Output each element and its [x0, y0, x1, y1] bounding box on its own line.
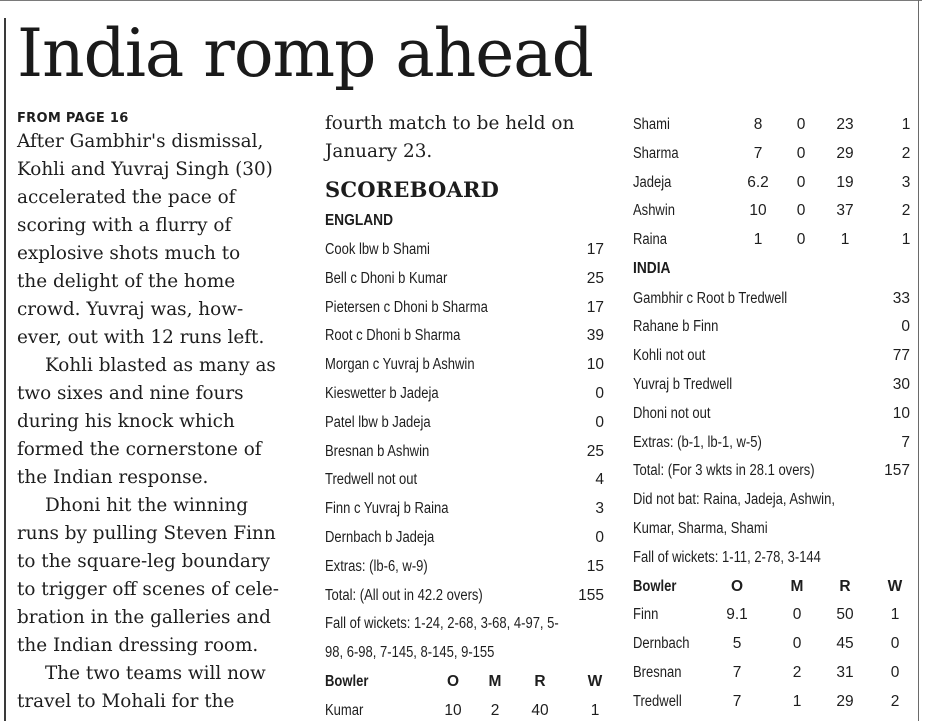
- runs: 155: [578, 586, 604, 604]
- batsman-dismissal: Finn c Yuvraj b Raina: [325, 500, 449, 518]
- bowling-m: 0: [796, 202, 806, 220]
- batsman-dismissal: Extras: (b-1, lb-1, w-5): [633, 433, 762, 451]
- batting-row: [325, 350, 604, 379]
- batting-row: [325, 379, 604, 408]
- batting-row: [325, 581, 604, 610]
- bowling-m: 1: [792, 692, 802, 710]
- runs: 7: [901, 433, 910, 451]
- runs: 10: [586, 356, 604, 374]
- batting-row: [325, 523, 604, 552]
- article-line: accelerated the pace of: [17, 187, 236, 208]
- bowling-w: 0: [890, 663, 900, 681]
- article-paragraph: [17, 492, 299, 660]
- bowling-r: 50: [836, 606, 854, 624]
- bowling-m: M: [488, 673, 502, 690]
- bowling-w: 1: [890, 606, 900, 624]
- bowling-w: 0: [890, 635, 900, 653]
- batting-row: [325, 494, 604, 523]
- batsman-dismissal: Dhoni not out: [633, 404, 711, 422]
- bowling-m: 0: [792, 606, 802, 624]
- batting-row: [633, 312, 910, 341]
- batsman-dismissal: Kohli not out: [633, 347, 706, 365]
- fall-of-wickets: Fall of wickets: 1-11, 2-78, 3-144: [633, 548, 821, 566]
- article-column-1: [17, 110, 299, 716]
- article-paragraph: [17, 352, 299, 492]
- bowling-r: 31: [836, 663, 854, 681]
- bowler-name: Bresnan: [633, 663, 682, 681]
- article-line: to trigger off scenes of cele-: [17, 579, 279, 600]
- runs: 3: [595, 500, 604, 518]
- bowling-o: 9.1: [726, 606, 748, 624]
- batting-row: [325, 437, 604, 466]
- runs: 30: [892, 375, 910, 393]
- batting-row: [325, 321, 604, 350]
- article-line: during his knock which: [17, 411, 235, 432]
- batsman-dismissal: Yuvraj b Tredwell: [633, 375, 733, 393]
- article-line: the delight of the home: [17, 271, 236, 292]
- runs: 0: [595, 529, 604, 546]
- batting-row: [633, 370, 910, 399]
- batsman-dismissal: Bell c Dhoni b Kumar: [325, 269, 448, 287]
- runs: 77: [892, 347, 910, 365]
- article-line: travel to Mohali for the: [17, 691, 235, 712]
- bowling-m: 0: [796, 144, 806, 162]
- team-heading: ENGLAND: [325, 212, 394, 229]
- bowling-w: 1: [901, 116, 911, 133]
- article-line: crowd. Yuvraj was, how-: [17, 299, 244, 320]
- bowler-name: Kumar: [325, 701, 364, 719]
- scoreboard-title: SCOREBOARD: [325, 177, 500, 202]
- batting-row: [633, 399, 910, 428]
- bowling-o: 5: [732, 635, 742, 653]
- runs: 10: [892, 404, 910, 422]
- batsman-dismissal: Gambhir c Root b Tredwell: [633, 289, 788, 307]
- bowler-name: Ashwin: [633, 202, 675, 220]
- article-line: to the square-leg boundary: [17, 551, 271, 572]
- article-line: The two teams will now: [45, 663, 266, 684]
- runs: 33: [892, 289, 910, 307]
- batsman-dismissal: Dernbach b Jadeja: [325, 529, 435, 546]
- runs: 0: [901, 318, 910, 336]
- article-line: runs by pulling Steven Finn: [17, 523, 276, 544]
- bowling-m: 0: [796, 173, 806, 191]
- batsman-dismissal: Pietersen c Dhoni b Sharma: [325, 298, 488, 316]
- batting-row: [325, 465, 604, 494]
- bowling-m: 0: [796, 231, 806, 249]
- article-paragraph: [17, 660, 299, 716]
- batting-row: [325, 293, 604, 322]
- runs: 0: [595, 385, 604, 402]
- runs: 25: [586, 442, 604, 460]
- article-line: Dhoni hit the winning: [45, 495, 248, 516]
- batting-row: [325, 408, 604, 437]
- batsman-dismissal: Extras: (lb-6, w-9): [325, 557, 428, 575]
- bowling-o: 10: [749, 202, 767, 220]
- fall-of-wickets: 98, 6-98, 7-145, 8-145, 9-155: [325, 644, 495, 662]
- bowling-o: 6.2: [747, 173, 769, 191]
- batting-row: [633, 341, 910, 370]
- bowling-w: W: [587, 673, 603, 690]
- bowling-r: 29: [836, 144, 854, 162]
- bowling-r: 19: [836, 173, 854, 191]
- article-line: fourth match to be held on: [325, 113, 575, 134]
- fall-of-wickets: Fall of wickets: 1-24, 2-68, 3-68, 4-97, 5-: [325, 615, 559, 633]
- bowler-name: Bowler: [325, 673, 369, 690]
- bowler-name: Finn: [633, 606, 659, 624]
- article-line: Kohli blasted as many as: [45, 355, 276, 376]
- bowling-r: 23: [836, 116, 854, 133]
- bowling-r: 1: [840, 231, 850, 249]
- bowling-w: 2: [901, 202, 911, 220]
- bowling-r: R: [839, 577, 851, 595]
- runs: 0: [595, 413, 604, 431]
- batting-row: [633, 428, 910, 457]
- bowler-name: Shami: [633, 116, 670, 133]
- article-line: the Indian dressing room.: [17, 635, 259, 656]
- batsman-dismissal: Total: (For 3 wkts in 28.1 overs): [633, 462, 815, 480]
- bowling-w: 2: [890, 692, 900, 710]
- bowling-w: 2: [901, 144, 911, 162]
- team-heading: INDIA: [633, 260, 671, 277]
- batting-row: [325, 264, 604, 293]
- bowling-o: 10: [444, 701, 462, 719]
- bowler-name: Tredwell: [633, 692, 682, 710]
- bowling-m: 0: [796, 116, 806, 133]
- article-line: formed the cornerstone of: [17, 439, 262, 460]
- batting-row: [325, 235, 604, 264]
- did-not-bat: Did not bat: Raina, Jadeja, Ashwin,: [633, 491, 835, 509]
- batting-row: [633, 456, 910, 485]
- article-line: two sixes and nine fours: [17, 383, 244, 404]
- runs: 15: [586, 557, 604, 575]
- article-line: After Gambhir's dismissal,: [17, 131, 264, 152]
- bowler-name: Bowler: [633, 577, 677, 595]
- bowling-m: M: [790, 577, 804, 595]
- column-rule-left: [4, 18, 6, 721]
- bowling-o: O: [730, 577, 744, 595]
- headline: India romp ahead: [17, 15, 593, 92]
- bowling-r: 37: [836, 202, 854, 220]
- bowling-o: 1: [753, 231, 763, 249]
- kicker: FROM PAGE 16: [17, 111, 129, 126]
- bowling-w: 1: [590, 701, 600, 719]
- top-border: [0, 0, 922, 5]
- article-line: ever, out with 12 runs left.: [17, 327, 265, 348]
- bowling-r: 29: [836, 692, 854, 710]
- bowling-m: 2: [792, 663, 802, 681]
- article-body: [17, 128, 299, 716]
- article-column-2: [325, 110, 607, 166]
- batsman-dismissal: Patel lbw b Jadeja: [325, 413, 431, 431]
- runs: 17: [586, 298, 604, 316]
- batsman-dismissal: Tredwell not out: [325, 471, 418, 489]
- article-line: explosive shots much to: [17, 243, 241, 264]
- bowling-o: 7: [732, 692, 742, 710]
- batsman-dismissal: Cook lbw b Shami: [325, 241, 430, 258]
- bowling-r: R: [534, 673, 546, 690]
- batting-row: [325, 552, 604, 581]
- bowling-r: 45: [836, 635, 854, 653]
- runs: 39: [586, 327, 604, 345]
- column-rule-right: [918, 0, 919, 721]
- batting-row: [633, 284, 910, 313]
- batsman-dismissal: Rahane b Finn: [633, 318, 719, 336]
- article-line: Kohli and Yuvraj Singh (30): [17, 159, 273, 180]
- runs: 4: [595, 471, 604, 489]
- runs: 157: [884, 462, 910, 480]
- did-not-bat: Kumar, Sharma, Shami: [633, 519, 768, 537]
- article-paragraph: [17, 128, 299, 352]
- bowler-name: Dernbach: [633, 635, 690, 653]
- article-line: scoring with a flurry of: [17, 215, 232, 236]
- batsman-dismissal: Morgan c Yuvraj b Ashwin: [325, 356, 475, 374]
- batsman-dismissal: Bresnan b Ashwin: [325, 442, 430, 460]
- bowling-m: 2: [490, 701, 500, 719]
- bowler-name: Raina: [633, 231, 668, 249]
- bowling-w: W: [887, 577, 903, 595]
- article-line: bration in the galleries and: [17, 607, 271, 628]
- batsman-dismissal: Root c Dhoni b Sharma: [325, 327, 461, 345]
- article-line: the Indian response.: [17, 467, 209, 488]
- bowling-m: 0: [792, 635, 802, 653]
- article-line: January 23.: [325, 141, 433, 162]
- bowling-o: 7: [753, 144, 763, 162]
- bowling-o: 7: [732, 663, 742, 681]
- batsman-dismissal: Kieswetter b Jadeja: [325, 385, 439, 402]
- bowler-name: Jadeja: [633, 173, 672, 191]
- bowling-r: 40: [531, 701, 549, 719]
- bowler-name: Sharma: [633, 144, 679, 162]
- runs: 25: [586, 269, 604, 287]
- batsman-dismissal: Total: (All out in 42.2 overs): [325, 586, 483, 604]
- bowling-o: 8: [753, 116, 763, 133]
- bowling-o: O: [446, 673, 460, 690]
- bowling-w: 3: [901, 173, 911, 191]
- bowling-w: 1: [901, 231, 911, 249]
- runs: 17: [586, 241, 604, 258]
